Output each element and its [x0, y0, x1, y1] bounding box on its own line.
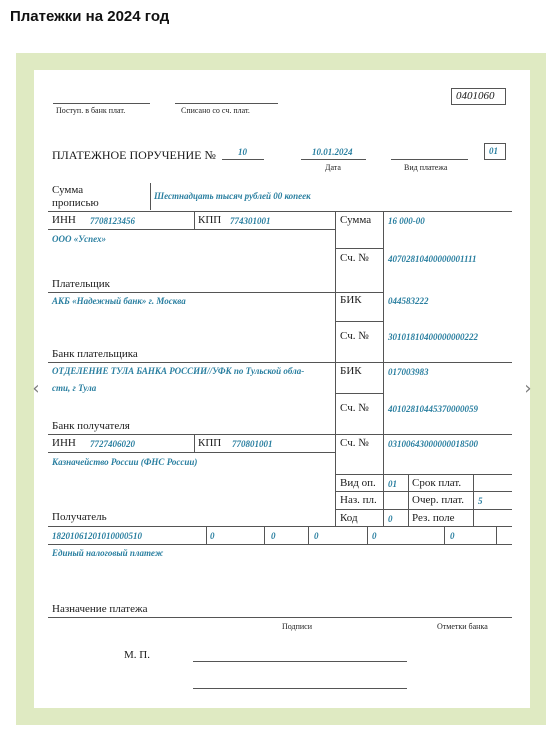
status-code: 01 [489, 146, 498, 156]
payer-kpp: 774301001 [230, 216, 271, 226]
tax-doc-date: 0 [450, 531, 455, 541]
payer-inn-label: ИНН [52, 214, 76, 226]
payment-term-label: Срок плат. [412, 477, 462, 489]
payment-purpose-code-label: Наз. пл. [340, 494, 377, 506]
amount-value: 16 000-00 [388, 216, 425, 226]
operation-type-value: 01 [388, 479, 397, 489]
payee-bank-account: 40102810445370000059 [388, 404, 478, 414]
received-in-bank-label: Поступ. в банк плат. [56, 106, 126, 115]
payment-priority-value: 5 [478, 496, 483, 506]
payer-inn: 7708123456 [90, 216, 135, 226]
payee-bank-bik: 017003983 [388, 367, 429, 377]
payee-inn: 7727406020 [90, 439, 135, 449]
payer-label: Плательщик [52, 278, 110, 290]
payer-account: 40702810400000001111 [388, 254, 477, 264]
operation-type-label: Вид оп. [340, 477, 376, 489]
page-heading: Платежки на 2024 год [10, 8, 170, 25]
payment-priority-label: Очер. плат. [412, 494, 465, 506]
reserve-field-label: Рез. поле [412, 512, 455, 524]
payment-type-label: Вид платежа [404, 163, 448, 172]
debited-from-account-label: Списано со сч. плат. [181, 106, 250, 115]
previous-arrow-icon[interactable]: ‹ [32, 378, 40, 399]
payer-bank-account-label: Сч. № [340, 330, 369, 342]
payee-account-label: Сч. № [340, 437, 369, 449]
order-number: 10 [238, 147, 247, 157]
stamp-label: М. П. [124, 649, 150, 661]
payment-purpose-label: Назначение платежа [52, 603, 148, 615]
payee-bank-name-line1: ОТДЕЛЕНИЕ ТУЛА БАНКА РОССИИ//УФК по Тульской обла- [52, 366, 305, 376]
payee-kpp-label: КПП [198, 437, 222, 449]
amount-label: Сумма [340, 214, 372, 226]
payer-bank-label: Банк плательщика [52, 348, 138, 360]
payee-bank-account-label: Сч. № [340, 402, 369, 414]
next-arrow-icon[interactable]: › [524, 378, 532, 399]
amount-in-words: Шестнадцать тысяч рублей 00 копеек [154, 191, 311, 201]
payer-account-label: Сч. № [340, 252, 369, 264]
payee-inn-label: ИНН [52, 437, 76, 449]
date-label: Дата [325, 163, 341, 172]
payer-name: ООО «Успех» [52, 234, 106, 244]
signatures-label: Подписи [282, 622, 313, 631]
payee-bank-label: Банк получателя [52, 420, 130, 432]
payee-name: Казначейство России (ФНС России) [52, 457, 198, 467]
tax-kbk: 18201061201010000510 [52, 531, 142, 541]
tax-oktmo: 0 [210, 531, 215, 541]
payer-bank-bik: 044583222 [388, 296, 429, 306]
tax-period: 0 [314, 531, 319, 541]
form-code: 0401060 [456, 90, 495, 102]
amount-words-label-line2: прописью [52, 197, 99, 209]
payee-bank-bik-label: БИК [340, 365, 362, 377]
payee-account: 03100643000000018500 [388, 439, 478, 449]
order-date: 10.01.2024 [312, 147, 353, 157]
payee-label: Получатель [52, 511, 107, 523]
payer-bank-name: АКБ «Надежный банк» г. Москва [52, 296, 186, 306]
tax-doc-number: 0 [372, 531, 377, 541]
bank-marks-label: Отметки банка [437, 622, 488, 631]
code-value: 0 [388, 514, 393, 524]
payment-order-title: ПЛАТЕЖНОЕ ПОРУЧЕНИЕ № [52, 148, 216, 162]
payer-kpp-label: КПП [198, 214, 222, 226]
payee-bank-name-line2: сти, г Тула [52, 383, 97, 393]
payer-bank-bik-label: БИК [340, 294, 362, 306]
amount-words-label-line1: Сумма [52, 184, 84, 196]
code-label: Код [340, 512, 358, 524]
payment-purpose-text: Единый налоговый платеж [52, 548, 164, 558]
payee-kpp: 770801001 [232, 439, 273, 449]
tax-basis: 0 [271, 531, 276, 541]
payer-bank-account: 30101810400000000222 [388, 332, 478, 342]
